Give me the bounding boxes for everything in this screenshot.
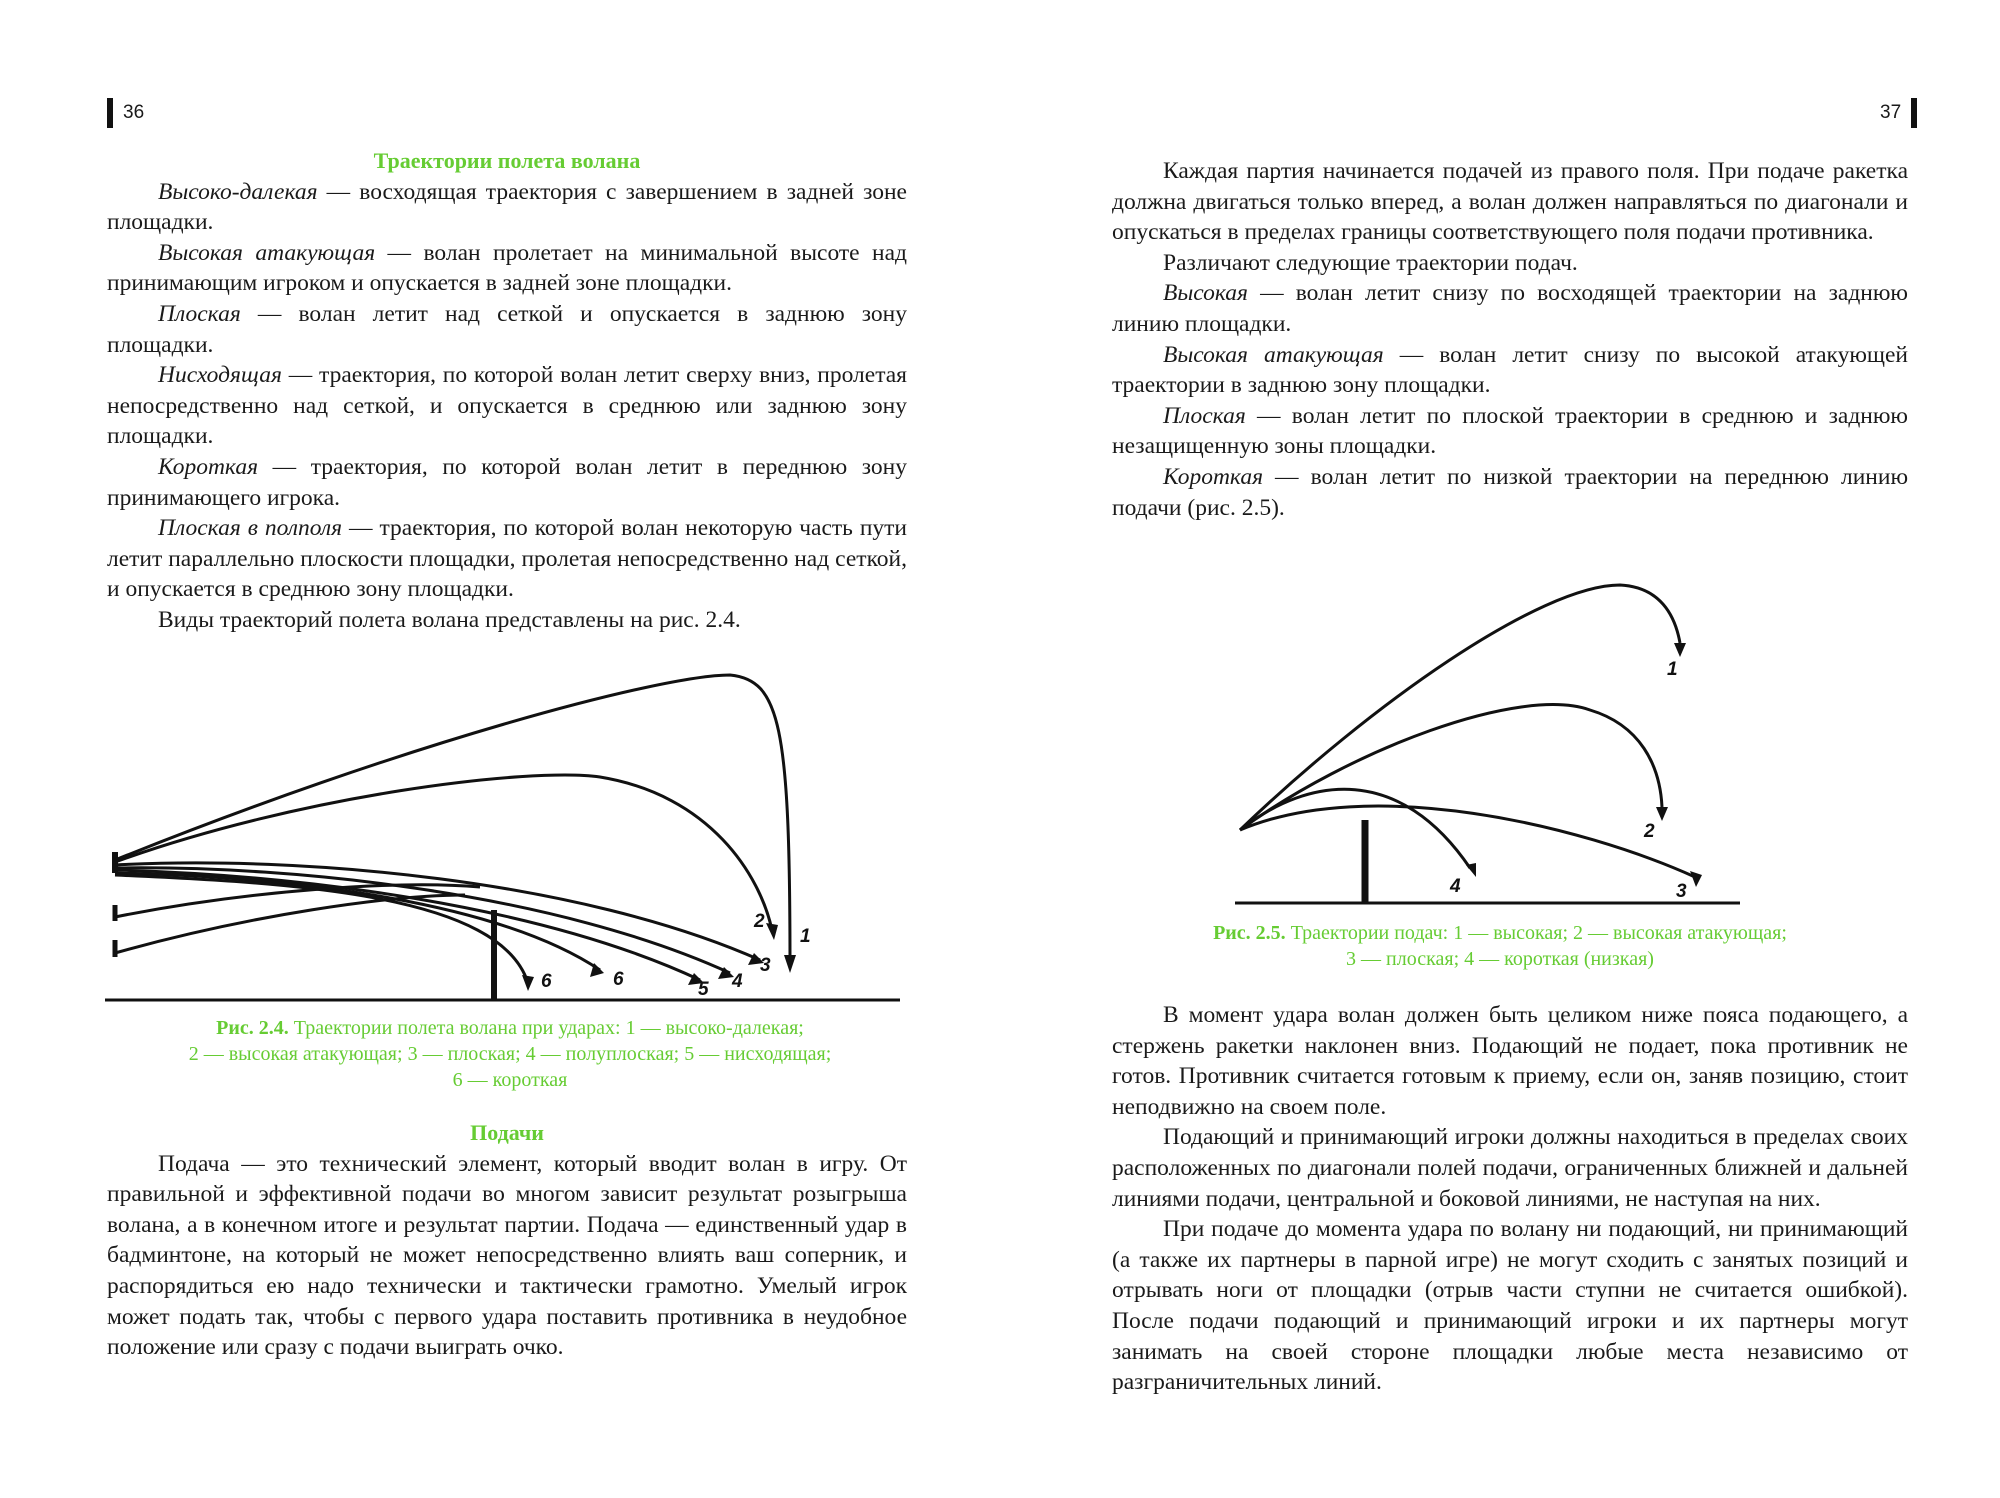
paragraph-flat-half — [107, 513, 907, 605]
arrowhead-icon — [766, 923, 778, 940]
figure-label-3: 3 — [1676, 881, 1687, 902]
heading-trajectories: Траектории полета волана — [373, 148, 641, 173]
paragraph-serve-position: В момент удара волан должен быть целиком ниже пояса подающего, а стержень ракетки наклонен вниз. Подающий не подает, пока противник не готов. Противник считается готовым к приему, если он, заняв позицию, стоит неподвижно на своем поле. — [1112, 1002, 1908, 1120]
page-number-bar — [1911, 98, 1917, 128]
term: Плоская — [1163, 402, 1246, 429]
figure-label-3: 3 — [760, 955, 771, 976]
left-page-number — [107, 98, 144, 128]
definition: — восходящая траектория с завершением в задней зоне площадки. — [107, 178, 907, 236]
figure-2-4 — [100, 655, 920, 1015]
caption-line: 2 — высокая атакующая; 3 — плоская; 4 — полуплоская; 5 — нисходящая; — [188, 1043, 832, 1065]
figure-label-4: 4 — [732, 971, 743, 992]
figure-label-6b: 6 — [613, 969, 624, 990]
definition: — волан летит снизу по восходящей траектории на заднюю линию площадки. — [1112, 280, 1908, 337]
right-page — [1000, 0, 2000, 1498]
definition: — волан летит по низкой траектории на переднюю линию подачи (рис. 2.5). — [1112, 463, 1908, 521]
arrowhead-icon — [1656, 807, 1668, 821]
right-page-number — [1880, 98, 1917, 128]
paragraph-serve-types-intro: Различают следующие траектории подач. — [1163, 249, 1578, 276]
term: Высокая атакующая — [158, 239, 376, 266]
figure-label-2: 2 — [1644, 821, 1655, 842]
figure-label-2: 2 — [754, 911, 765, 932]
figure-label-6a: 6 — [541, 971, 552, 992]
caption-line — [100, 1015, 920, 1041]
definition: — траектория, по которой волан летит сверху вниз, пролетая непосредственно над сеткой, и опускается в среднюю или заднюю зону площадки. — [107, 362, 907, 450]
definition: — траектория, по которой волан некоторую часть пути летит параллельно плоскости площадки, пролетая непосредственно над сеткой, и опускается в среднюю зону площадки. — [107, 515, 907, 603]
trajectory-6a — [115, 875, 528, 983]
term: Нисходящая — [158, 362, 282, 389]
definition: — волан летит над сеткой и опускается в заднюю зону площадки. — [107, 300, 907, 358]
right-text-top — [1112, 156, 1908, 523]
term: Высокая — [1163, 280, 1248, 307]
paragraph-flat — [107, 299, 907, 360]
term: Короткая — [158, 453, 259, 480]
definition: — волан летит по плоской траектории в среднюю и заднюю незащищенную зоны площадки. — [1112, 402, 1908, 460]
caption-text: Траектории полета волана при ударах: 1 — высоко-далекая; — [288, 1017, 804, 1039]
page-number-text: 37 — [1880, 102, 1902, 123]
arrowhead-icon — [1674, 643, 1686, 657]
arrowhead-icon — [522, 975, 534, 991]
arrowhead-icon — [1466, 863, 1476, 877]
figure-2-4-caption — [100, 1015, 920, 1093]
paragraph-figure-ref: Виды траекторий полета волана представлены на рис. 2.4. — [158, 606, 741, 633]
left-text-bottom — [107, 1118, 907, 1363]
paragraph-serve-rules: Каждая партия начинается подачей из правого поля. При подаче ракетка должна двигаться только вперед, а волан должен направляться по диагонали и опускаться в пределах границы соответствующего поля подачи противника. — [1112, 158, 1908, 246]
paragraph-serve-high — [1112, 278, 1908, 339]
term: Плоская в полполя — [158, 515, 343, 542]
term: Короткая — [1163, 463, 1264, 490]
left-text-top — [107, 146, 907, 636]
arrowhead-icon — [784, 955, 796, 973]
serve-trajectory-1 — [1240, 585, 1680, 830]
paragraph-high-attack — [107, 238, 907, 299]
trajectory-2 — [115, 775, 772, 930]
paragraph-serve-definition: Подача — это технический элемент, который вводит волан в игру. От правильной и эффективной подачи во многом зависит результат розыгрыша волана, а в конечном итоге и результат партии. Подача — единственный удар в бадминтоне, на который не может непосредственно влиять ваш соперник, и распорядиться ею надо технически и тактически грамотно. Умелый игрок может подать так, чтобы с первого удара поставить противника в неудобное положение или сразу с подачи выиграть очко. — [107, 1150, 907, 1361]
paragraph-serve-high-attack — [1112, 340, 1908, 401]
caption-label: Рис. 2.5. — [1213, 922, 1286, 944]
serve-trajectory-4 — [1240, 789, 1470, 868]
caption-text: Траектории подач: 1 — высокая; 2 — высокая атакующая; — [1285, 922, 1787, 944]
figure-2-5-caption — [1150, 920, 1850, 972]
right-text-bottom — [1112, 1000, 1908, 1398]
caption-line: 3 — плоская; 4 — короткая (низкая) — [1346, 948, 1654, 970]
figure-2-5 — [1220, 575, 1820, 915]
heading-serves: Подачи — [470, 1120, 544, 1145]
figure-label-1: 1 — [800, 926, 811, 947]
caption-line: 6 — короткая — [452, 1069, 568, 1091]
paragraph-short — [107, 452, 907, 513]
term: Плоская — [158, 300, 241, 327]
arrowhead-icon — [1690, 871, 1702, 887]
page-number-bar — [107, 98, 113, 128]
figure-label-5: 5 — [698, 979, 709, 1000]
term: Высоко-далекая — [158, 178, 318, 205]
paragraph-high-far — [107, 177, 907, 238]
paragraph-serve-short — [1112, 462, 1908, 523]
figure-label-4: 4 — [1450, 876, 1461, 897]
paragraph-serve-flat — [1112, 401, 1908, 462]
caption-line — [1150, 920, 1850, 946]
definition: — волан пролетает на минимальной высоте над принимающим игроком и опускается в задней зоне площадки. — [107, 239, 907, 297]
caption-label: Рис. 2.4. — [216, 1017, 289, 1039]
paragraph-descending — [107, 360, 907, 452]
term: Высокая атакующая — [1163, 341, 1384, 368]
definition: — волан летит снизу по высокой атакующей траектории в заднюю зону площадки. — [1112, 341, 1908, 399]
paragraph-serve-movement: При подаче до момента удара по волану ни подающий, ни принимающий (а также их партнеры в парной игре) не могут сходить с занятых позиций и отрывать ноги от площадки (отрыв части ступни не считается ошибкой). После подачи подающий и принимающий игроки и их партнеры могут занимать на своей стороне площадки любые места независимо от разграничительных линий. — [1112, 1216, 1908, 1396]
paragraph-serve-zones: Подающий и принимающий игроки должны находиться в пределах своих расположенных по диагонали полей подачи, ограниченных ближней и дальней линиями подачи, центральной и боковой линиями, не наступая на них. — [1112, 1124, 1908, 1212]
definition: — траектория, по которой волан летит в переднюю зону принимающего игрока. — [107, 453, 907, 511]
figure-label-1: 1 — [1667, 659, 1678, 680]
page-number-text: 36 — [123, 102, 145, 123]
trajectory-1 — [115, 675, 790, 965]
